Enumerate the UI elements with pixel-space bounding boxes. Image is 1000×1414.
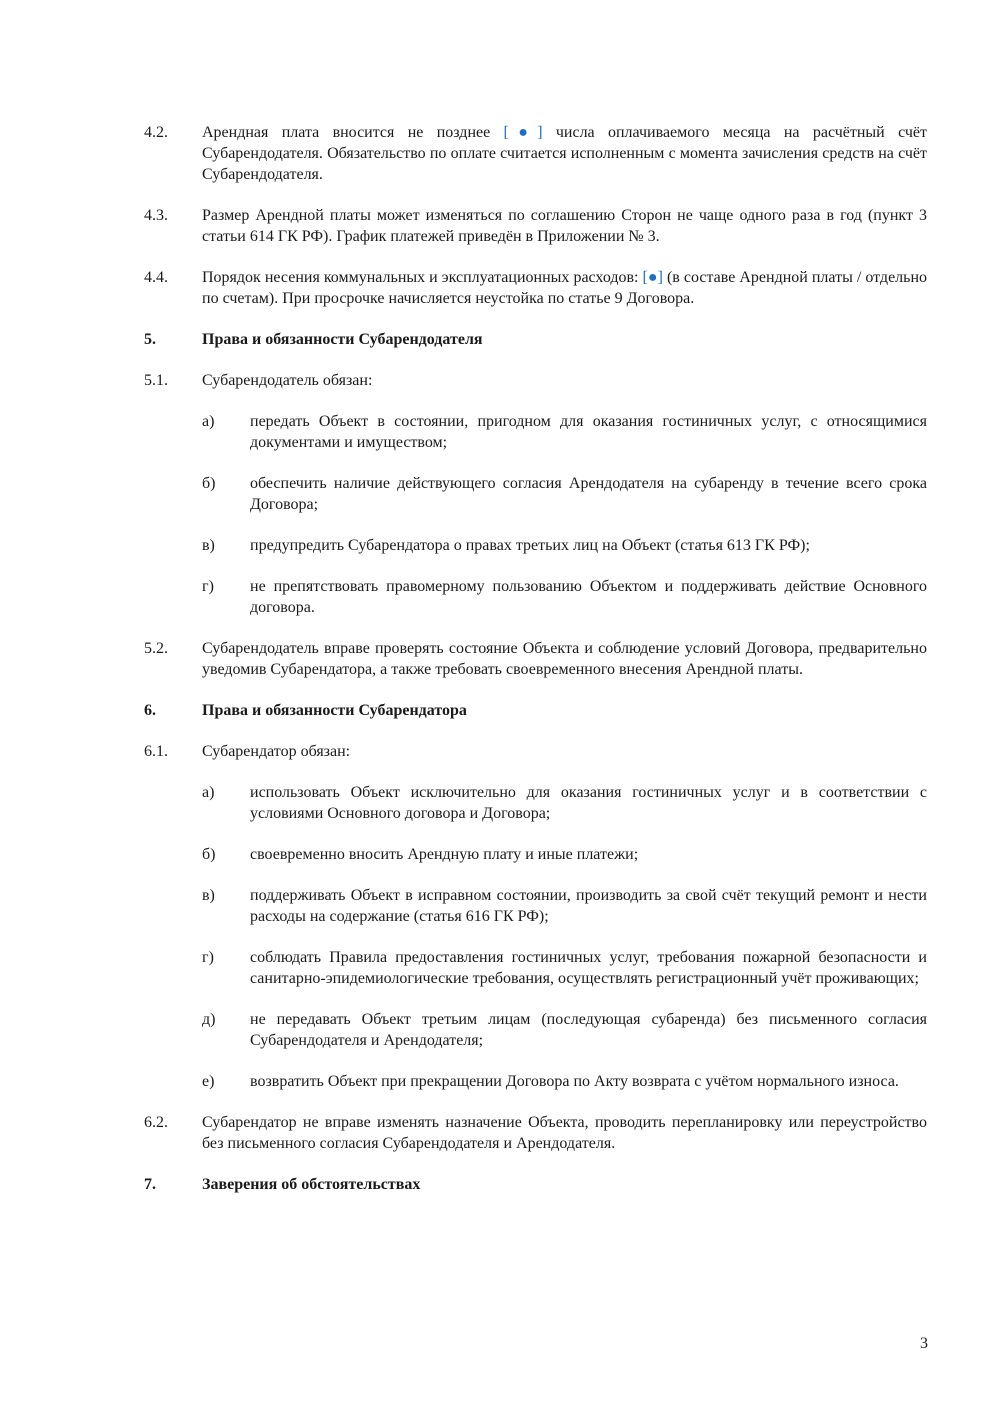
list-item-letter: д) (202, 1011, 216, 1028)
clause-text (202, 267, 927, 309)
spacer (144, 1092, 927, 1112)
spacer (144, 453, 927, 473)
clause-5-1 (144, 370, 927, 391)
spacer (144, 1154, 927, 1174)
clause-5-2 (144, 638, 927, 680)
clause-number: 4.2. (144, 124, 168, 141)
spacer (144, 350, 927, 370)
spacer (144, 556, 927, 576)
placeholder-marker: [●] (503, 124, 543, 141)
list-item-letter: в) (202, 887, 215, 904)
spacer (144, 721, 927, 741)
clause-text: Субарендодатель обязан: (202, 372, 373, 389)
spacer (144, 309, 927, 329)
list-item-letter: а) (202, 413, 215, 430)
clause-number: 5.1. (144, 372, 168, 389)
list-item-text: возвратить Объект при прекращении Договора по Акту возврата с учётом нормального износа. (250, 1073, 899, 1090)
clause-number: 6.2. (144, 1114, 168, 1131)
clause-number: 4.3. (144, 207, 168, 224)
spacer (144, 515, 927, 535)
spacer (144, 865, 927, 885)
section-5-heading (144, 329, 927, 350)
spacer (144, 1051, 927, 1071)
spacer (144, 391, 927, 411)
section-number: 7. (144, 1176, 156, 1193)
clause-text (202, 122, 927, 185)
clause-text: Субарендодатель вправе проверять состояние Объекта и соблюдение условий Договора, предварительно уведомив Субарендатора, а также требовать своевременного внесения Арендной платы. (202, 640, 927, 678)
clause-text: Субарендатор обязан: (202, 743, 351, 760)
clause-text: Субарендатор не вправе изменять назначение Объекта, проводить перепланировку или переустройство без письменного согласия Субарендодателя и Арендодателя. (202, 1114, 927, 1152)
clause-4-3 (144, 205, 927, 247)
section-7-heading (144, 1174, 927, 1195)
list-item-letter: а) (202, 784, 215, 801)
list-item-text: не передавать Объект третьим лицам (последующая субаренда) без письменного согласия Субарендодателя и Арендодателя; (250, 1011, 927, 1049)
clause-text-start: Порядок несения коммунальных и эксплуатационных расходов: (202, 269, 643, 286)
spacer (144, 185, 927, 205)
clause-number: 4.4. (144, 269, 168, 286)
clause-text-end: (в составе Арендной платы / отдельно по счетам). При просрочке начисляется неустойка по статье 9 Договора. (202, 269, 928, 307)
clause-4-4 (144, 267, 927, 309)
clause-text: Размер Арендной платы может изменяться по соглашению Сторон не чаще одного раза в год (пункт 3 статьи 614 ГК РФ). График платежей приведён в Приложении № 3. (202, 207, 927, 245)
list-item (202, 947, 927, 989)
section-number: 6. (144, 702, 156, 719)
clause-number: 6.1. (144, 743, 168, 760)
list-item-letter: в) (202, 537, 215, 554)
list-item (202, 411, 927, 453)
list-item (202, 1009, 927, 1051)
list-item-letter: г) (202, 578, 214, 595)
spacer (144, 247, 927, 267)
spacer (144, 989, 927, 1009)
section-title: Заверения об обстоятельствах (202, 1176, 421, 1193)
list-item (202, 535, 927, 556)
list-item-text: своевременно вносить Арендную плату и иные платежи; (250, 846, 639, 863)
list-item (202, 576, 927, 618)
list-item (202, 885, 927, 927)
list-item (202, 473, 927, 515)
page-content (144, 122, 927, 1195)
spacer (144, 927, 927, 947)
clause-number: 5.2. (144, 640, 168, 657)
list-item-letter: г) (202, 949, 214, 966)
section-number: 5. (144, 331, 156, 348)
list-item-text: соблюдать Правила предоставления гостиничных услуг, требования пожарной безопасности и санитарно-эпидемиологические требования, осуществлять регистрационный учёт проживающих; (250, 949, 927, 987)
section-title: Права и обязанности Субарендодателя (202, 331, 483, 348)
placeholder-marker: [●] (642, 269, 663, 286)
spacer (144, 618, 927, 638)
section-6-heading (144, 700, 927, 721)
clause-text-end: числа оплачиваемого месяца на расчётный счёт Субарендодателя. Обязательство по оплате считается исполненным с момента зачисления средств на счёт Субарендодателя. (202, 124, 927, 183)
list-item-letter: е) (202, 1073, 215, 1090)
list-item (202, 844, 927, 865)
list-item-text: не препятствовать правомерному пользованию Объектом и поддерживать действие Основного договора. (250, 578, 927, 616)
spacer (144, 680, 927, 700)
list-item-text: обеспечить наличие действующего согласия Арендодателя на субаренду в течение всего срока Договора; (250, 475, 927, 513)
list-item-text: передать Объект в состоянии, пригодном для оказания гостиничных услуг, с относящимися документами и имуществом; (250, 413, 927, 451)
spacer (144, 762, 927, 782)
list-item-text: предупредить Субарендатора о правах третьих лиц на Объект (статья 613 ГК РФ); (250, 537, 810, 554)
list-item-letter: б) (202, 846, 216, 863)
list-item-text: поддерживать Объект в исправном состоянии, производить за свой счёт текущий ремонт и нести расходы на содержание (статья 616 ГК РФ); (250, 887, 927, 925)
list-item (202, 782, 927, 824)
clause-text-start: Арендная плата вносится не позднее (202, 124, 504, 141)
spacer (144, 824, 927, 844)
list-item (202, 1071, 927, 1092)
page-number: 3 (920, 1335, 928, 1352)
list-item-letter: б) (202, 475, 216, 492)
list-item-text: использовать Объект исключительно для оказания гостиничных услуг и в соответствии с условиями Основного договора и Договора; (250, 784, 927, 822)
section-title: Права и обязанности Субарендатора (202, 702, 467, 719)
clause-4-2 (144, 122, 927, 185)
clause-6-1 (144, 741, 927, 762)
clause-6-2 (144, 1112, 927, 1154)
